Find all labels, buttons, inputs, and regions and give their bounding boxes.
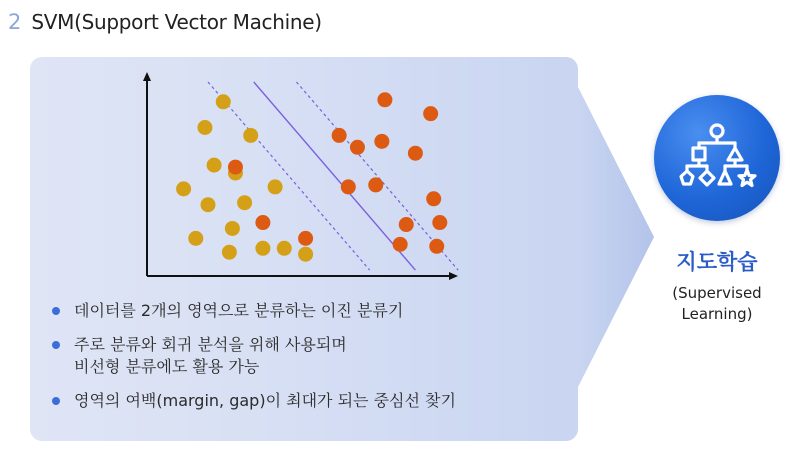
class_orange-point-13	[298, 231, 313, 246]
class_yellow-point-12	[255, 241, 270, 256]
list-item	[52, 300, 456, 322]
section-heading: SVM(Support Vector Machine)	[31, 10, 322, 34]
class_orange-point-5	[408, 146, 423, 161]
class_yellow-point-0	[216, 94, 231, 109]
class_yellow-point-4	[176, 181, 191, 196]
class_orange-point-14	[393, 237, 408, 252]
english-label-line-2: Learning)	[681, 305, 753, 323]
list-item-text: 주로 분류와 회귀 분석을 위해 사용되며	[74, 335, 347, 354]
class_yellow-point-2	[243, 128, 258, 143]
y-axis-arrow	[143, 72, 151, 81]
feature-list	[52, 300, 456, 424]
arrow-chevron	[578, 57, 660, 441]
class_orange-point-3	[374, 134, 389, 149]
class_yellow-point-13	[277, 241, 292, 256]
english-label-line-1: (Supervised	[672, 284, 762, 302]
bullet-dot-icon	[52, 397, 60, 405]
bullet-dot-icon	[52, 341, 60, 349]
class_orange-point-0	[377, 92, 392, 107]
decision-boundary-line	[254, 82, 416, 270]
class_yellow-point-14	[298, 247, 313, 262]
class_orange-point-2	[332, 128, 347, 143]
supervised-learning-english	[660, 283, 774, 325]
list-item-text: 영역의 여백(margin, gap)이 최대가 되는 중심선 찾기	[74, 391, 456, 410]
list-item	[52, 390, 456, 412]
class_yellow-point-1	[197, 120, 212, 135]
class_yellow-point-11	[222, 245, 237, 260]
class_orange-point-1	[423, 106, 438, 121]
class_yellow-point-6	[268, 179, 283, 194]
list-item	[52, 334, 456, 378]
class_orange-point-10	[399, 217, 414, 232]
class_orange-point-8	[368, 177, 383, 192]
class_orange-point-15	[429, 239, 444, 254]
class_orange-point-11	[432, 215, 447, 230]
class_yellow-point-7	[201, 197, 216, 212]
class_orange-point-12	[255, 215, 270, 230]
class_orange-point-9	[426, 191, 441, 206]
section-number: 2	[8, 10, 22, 34]
class_yellow-point-10	[188, 231, 203, 246]
decision-tree-icon	[677, 118, 757, 198]
supervised-learning-badge	[654, 95, 780, 221]
class_orange-point-6	[228, 160, 243, 175]
svm-scatter-plot	[140, 70, 460, 280]
x-axis-arrow	[449, 272, 458, 280]
class_yellow-point-9	[225, 221, 240, 236]
list-item-text: 데이터를 2개의 영역으로 분류하는 이진 분류기	[74, 301, 404, 320]
class_yellow-point-8	[237, 195, 252, 210]
section-title	[8, 4, 322, 40]
supervised-learning-label: 지도학습	[676, 250, 758, 274]
bullet-dot-icon	[52, 307, 60, 315]
class_orange-point-4	[350, 140, 365, 155]
class_yellow-point-3	[207, 158, 222, 173]
class_orange-point-7	[341, 179, 356, 194]
list-item-text-continued: 비선형 분류에도 활용 가능	[74, 357, 260, 376]
